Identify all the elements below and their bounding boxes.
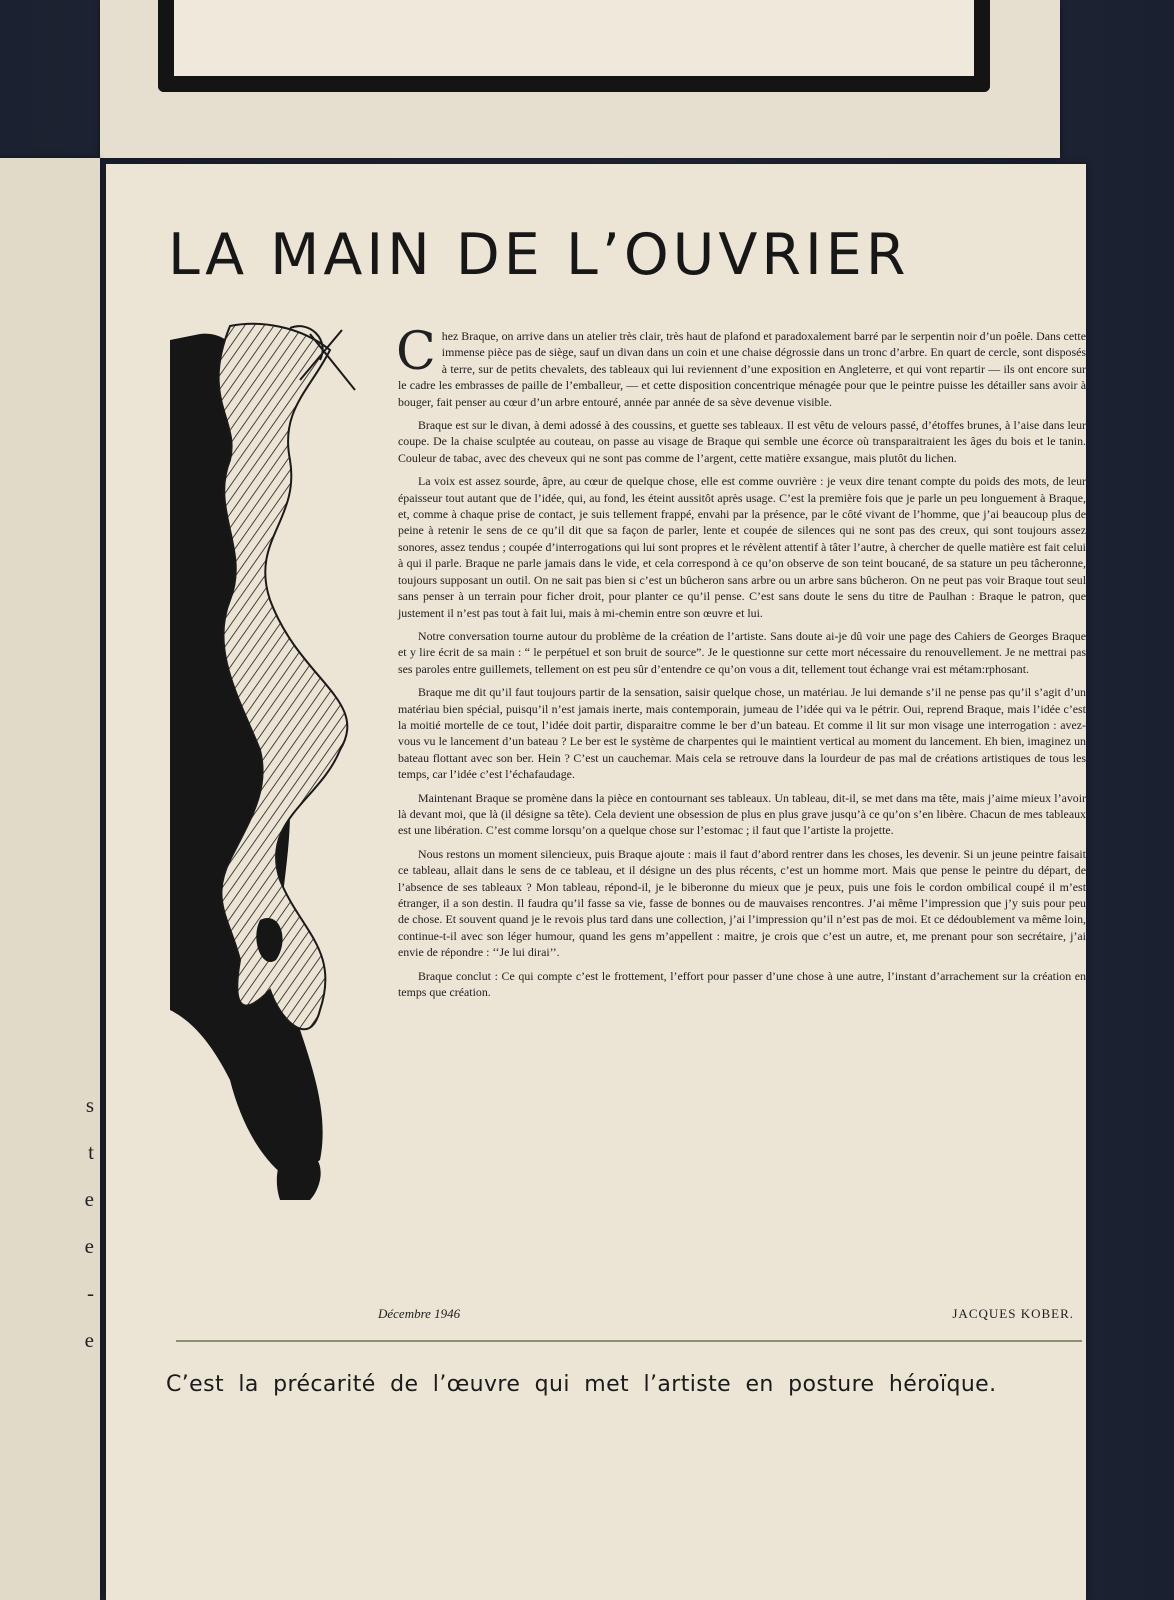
upper-page-fragment [100, 0, 1060, 158]
ink-blob [192, 458, 208, 502]
left-letter: e [84, 1328, 94, 1352]
left-letter: s [85, 1093, 94, 1117]
article-author: JACQUES KOBER. [952, 1306, 1074, 1321]
left-page-text-fragments [85, 1093, 94, 1353]
paragraph-text: hez Braque, on arrive dans un atelier très clair, très haut de plafond et paradoxalement barré par le serpentin noir d’un poêle. Dans cette immense pièce pas de siège, sauf un divan dans un coin et une chaise dégrossie dans un tronc d’arbre. En quart de cercle, sont disposés à terre, sur de petits chevalets, des tableaux qui lui reviennent d’une exposition en Angleterre, et qui vont repartir — ils ont encore sur le cadre les embrasses de paille de l’emballeur, — et cette disposition concentrique ménagée pour que le peintre puisse les détailler sans avoir à bouger, fait penser au cœur d’un arbre entouré, année par année de sa sève devenue visible. [398, 329, 1086, 409]
left-letter: t [88, 1140, 94, 1164]
pull-quote: C’est la précarité de l’œuvre qui met l’artiste en posture héroïque. [166, 1372, 997, 1397]
ink-blob [197, 786, 215, 814]
article-paragraph: Notre conversation tourne autour du problème de la création de l’artiste. Sans doute ai-je dû voir une page des Cahiers de Georges Braque et y lire écrit de sa main : “ le perpétuel et son bruit de source”. Je le questionne sur cette mort nécessaire du renouvellement. Je ne mettrai pas ses paroles entre guillemets, tellement on est peu sûr d’entendre ce qu’on vous a dit, tellement tout échange vrai est métam:rphosant. [398, 628, 1086, 676]
article-paragraph: Braque me dit qu’il faut toujours partir de la sensation, saisir quelque chose, un matériau. Je lui demande s’il ne pense pas qu’il s’agit d’un matériau bien spécial, puisqu’il n’est jamais inerte, mais contemporain, jumeau de l’idée qui va le pétrir. Oui, reprend Braque, mais l’idée c’est la moitié mortelle de ce tout, l’idée doit partir, disparaitre comme le ber d’un bateau. Et comme il lit sur mon visage une interrogation : avez-vous vu le lancement d’un bateau ? Le ber est le système de charpentes qui le maintient vertical au moment du lancement. Eh bien, imaginez un bateau flottant avec son ber. Hein ? C’est un cauchemar. Mais cela se retrouve dans la lourdeur de pas mal de créations artistiques de tous les temps, car l’idée c’est l’échafaudage. [398, 685, 1086, 782]
article-signoff [378, 1306, 1074, 1322]
main-page [106, 164, 1086, 1600]
left-letter: e [84, 1234, 94, 1258]
drop-cap: C [396, 322, 436, 382]
hand-illustration [170, 320, 365, 1200]
black-frame-illustration [158, 0, 990, 92]
article-date: Décembre 1946 [378, 1306, 461, 1321]
article-paragraph: Nous restons un moment silencieux, puis Braque ajoute : mais il faut d’abord rentrer dans les choses, les devenir. Si un jeune peintre faisait ce tableau, allait dans le sens de ce tableau, et il désigne un des plus récents, c’est un homme mort. Mais que pense le peintre du départ, de l’absence de ses tableaux ? Mon tableau, répond-il, je le biberonne du mieux que je peux, puis une fois le cordon ombilical coupé il m’est étranger, il a son destin. Il faudra qu’il fasse sa vie, fasse de bonnes ou de mauvaises rencontres. J’ai même l’impression que j’y suis pour peu de chose. Et souvent quand je le revois plus tard dans une collection, j’ai l’impression qu’il n’est pas de moi. Et ce dédoublement va même loin, continue-t-il avec son léger humour, quand les gens m’appellent : maitre, je crois que c’est un autre, et, me prenant pour son secrétaire, j’ai envie de répondre : ‘‘Je lui dirai’’. [398, 846, 1086, 960]
article-paragraph [396, 322, 1086, 410]
article-paragraph: Braque est sur le divan, à demi adossé à des coussins, et guette ses tableaux. Il est vêtu de velours passé, d’étoffes brunes, à l’aise dans leur coupe. De la chaise sculptée au couteau, on passe au visage de Braque qui semble une écorce où transparaitraient les âges du bois et le tanin. Couleur de tabac, avec des cheveux qui ne sont pas comme de l’argent, cette matière exsangue, mais plutôt du lichen. [398, 418, 1086, 465]
article-paragraph: La voix est assez sourde, âpre, au cœur de quelque chose, elle est comme ouvrière : je veux dire tenant compte du poids des mots, de leur épaisseur tout autant que de l’idée, qui, au fond, les éteint aussitôt après usage. C’est la première fois que je parle un peu longuement à Braque, et, comme à chaque prise de contact, je suis tellement frappé, envahi par la présence, par le côté vivant de l’homme, que j’ai beaucoup plus de peine à retenir le sens de ce qu’il dit que sa façon de parler, lente et coupée de silences qui ne sont pas des creux, qui sont toujours assez sonores, assez tendus ; coupée d’interrogations qui lui sont propres et le révèlent attentif à tâter l’autre, à chercher de quelle matière est fait celui à qui il parle. Braque ne parle jamais dans le vide, et cela correspond à ce qu’on observe de son teint boucané, de sa stature un peu tâcheronne, toujours supposant un outil. On ne sait pas bien si c’est un bûcheron sans arbre ou un arbre sans bûcheron. On ne peut pas voir Braque tout seul sans penser à un terrain pour ficher droit, pour planter ce qu’il pense. C’est sans doute le sens du titre de Paulhan : Braque le patron, que justement il n’est pas tout à fait lui, mais à mi-chemin entre son œuvre et lui. [398, 474, 1086, 620]
article-title: LA MAIN DE L’OUVRIER [168, 222, 910, 288]
left-letter: - [87, 1281, 94, 1305]
article-body [396, 322, 1086, 1007]
divider-rule [176, 1340, 1082, 1342]
left-letter: e [84, 1187, 94, 1211]
article-paragraph: Braque conclut : Ce qui compte c’est le frottement, l’effort pour passer d’une chose à une autre, l’instant d’arrachement sur la création en temps que création. [398, 968, 1086, 1000]
left-page-fragment [0, 158, 100, 1600]
hatched-hand-shape [219, 324, 348, 1029]
article-paragraph: Maintenant Braque se promène dans la pièce en contournant ses tableaux. Un tableau, dit-il, se met dans ma tête, mais j’aime mieux l’avoir là devant moi, que là (il désigne sa tête). Cela devient une obsession de plus en plus grave jusqu’à ce qu’on s’en libère. Chacun de mes tableaux est une libération. C’est comme lorsqu’on a quelque chose sur l’estomac ; il faut que l’artiste la projette. [398, 790, 1086, 838]
